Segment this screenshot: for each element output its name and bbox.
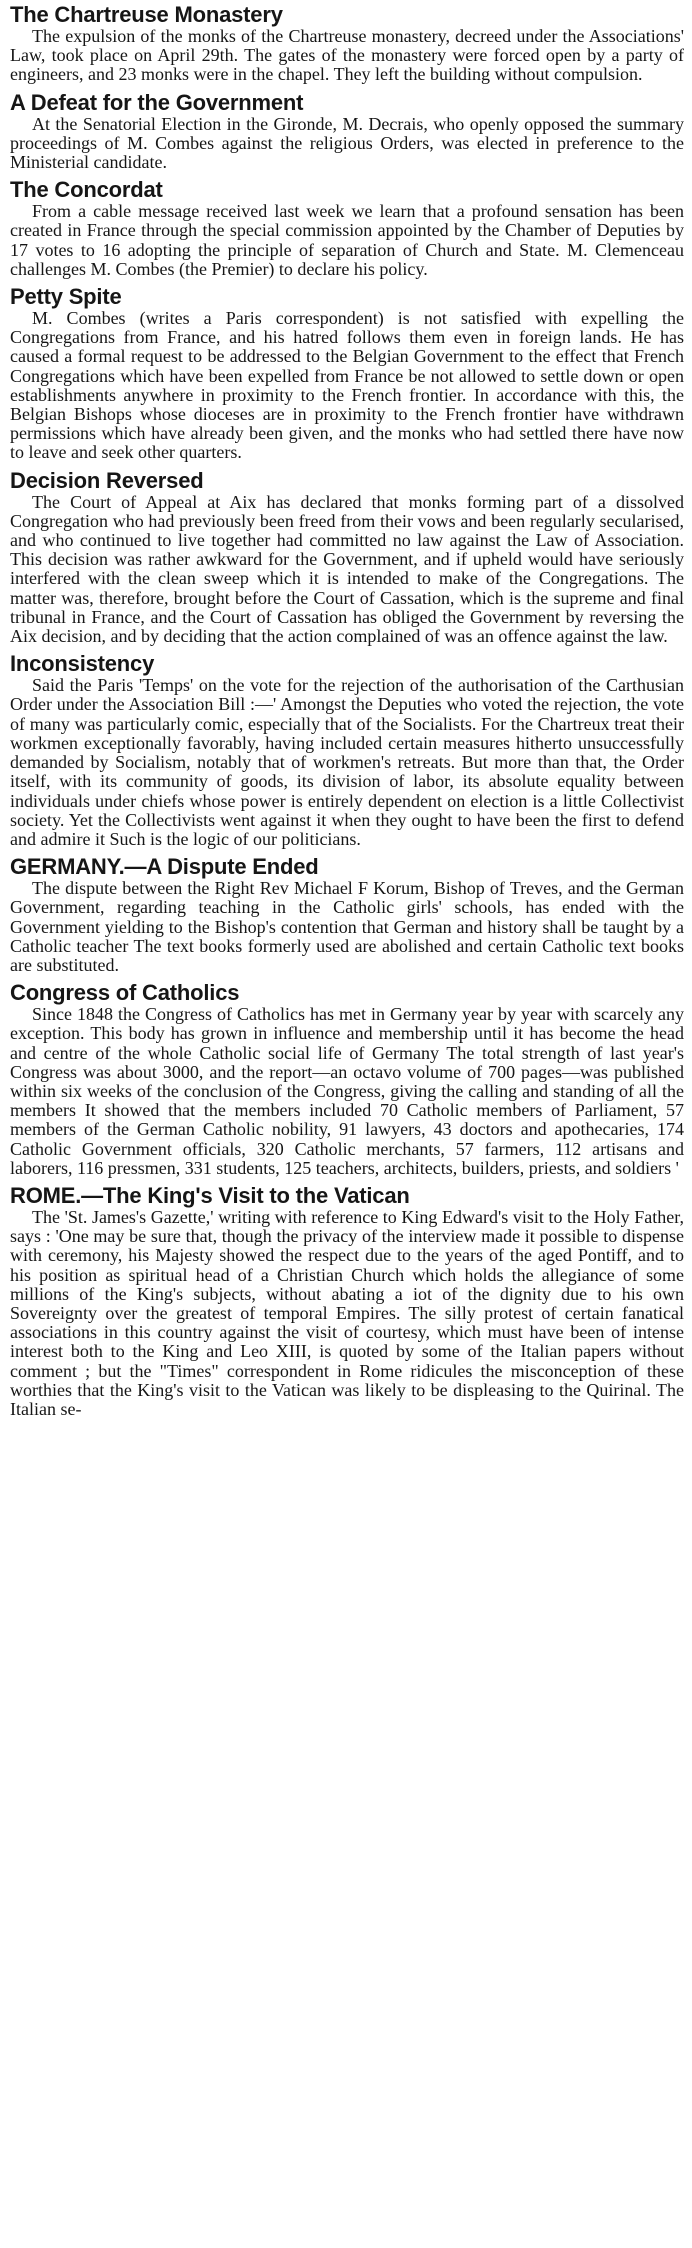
article-concordat: [10, 177, 684, 279]
article-decision-reversed: [10, 468, 684, 647]
article-body: Since 1848 the Congress of Catholics has met in Germany year by year with scarcely any exception. This body has grown in influence and membership until it has become the head and centre of the whole Catholic social life of Germany The total strength of last year's Congress was about 3000, and the report—an octavo volume of 700 pages—was published within six weeks of the conclusion of the Congress, giving the calling and standing of all the members It showed that the members included 70 Catholic members of Parliament, 57 members of the German Catholic nobility, 91 lawyers, 43 doctors and apothecaries, 174 Catholic Government officials, 320 Catholic merchants, 57 farmers, 112 artisans and laborers, 116 pressmen, 331 students, 125 teachers, architects, builders, priests, and soldiers ': [10, 1004, 684, 1178]
article-heading: A Defeat for the Government: [10, 89, 304, 115]
article-body: The 'St. James's Gazette,' writing with reference to King Edward's visit to the Holy Father, says : 'One may be sure that, though the privacy of the interview made it possible to dispense with ceremony, his Majesty showed the respect due to the years of the aged Pontiff, and to his position as spiritual head of a Christian Church which holds the allegiance of some millions of the King's subjects, without abating a iot of the dignity due to his own Sovereignty over the greatest of temporal Empires. The silly protest of certain fanatical associations in this country against the visit of courtesy, which must have been of intense interest both to the King and Leo XIII, is quoted by some of the Italian papers without comment ; but the "Times" correspondent in Rome ridicules the misconception of these worthies that the King's visit to the Vatican was likely to be displeasing to the Quirinal. The Italian se-: [10, 1206, 684, 1419]
article-heading: GERMANY.—A Dispute Ended: [10, 854, 319, 880]
article-defeat-for-government: [10, 90, 684, 173]
article-heading: The Concordat: [10, 177, 163, 203]
article-body: From a cable message received last week we learn that a profound sensation has been created in France through the special commission appointed by the Chamber of Deputies by 17 votes to 16 adopting the principle of separation of Church and State. M. Clemenceau challenges M. Combes (the Premier) to declare his policy.: [10, 201, 684, 279]
article-body: The expulsion of the monks of the Chartreuse monastery, decreed under the Associations' Law, took place on April 29th. The gates of the monastery were forced open by a party of engineers, and 23 monks were in the chapel. They left the building without compulsion.: [10, 26, 684, 85]
article-body: Said the Paris 'Temps' on the vote for the rejection of the authorisation of the Carthusian Order under the Association Bill :—' Amongst the Deputies who voted the rejection, the vote of many was particularly comic, especially that of the Socialists. For the Chartreux treat their workmen exceptionally favorably, having included certain measures hitherto unsuccessfully demanded by Socialism, notably that of workmen's retreats. But more than that, the Order itself, with its community of goods, its division of labor, its absolute equality between individuals under chiefs whose power is entirely dependent on election is a little Collectivist society. Yet the Collectivists went against it when they ought to have been the first to defend and admire it Such is the logic of our politicians.: [10, 675, 684, 849]
article-congress-of-catholics: [10, 980, 684, 1178]
article-body: The Court of Appeal at Aix has declared that monks forming part of a dissolved Congregation who had previously been freed from their vows and been regularly secularised, and who continued to live together had committed no law against the Law of Association. This decision was rather awkward for the Government, and if upheld would have seriously interfered with the clean sweep which it is intended to make of the Congregations. The matter was, therefore, brought before the Court of Cassation, which is the supreme and final tribunal in France, and the Court of Cassation has obliged the Government by reversing the Aix decision, and by deciding that the action complained of was an offence against the law.: [10, 491, 684, 647]
article-heading: Inconsistency: [10, 651, 155, 677]
article-heading: The Chartreuse Monastery: [10, 2, 283, 27]
article-inconsistency: [10, 651, 684, 849]
article-heading: Decision Reversed: [10, 467, 204, 493]
article-body: At the Senatorial Election in the Gironde, M. Decrais, who openly opposed the summary proceedings of M. Combes against the religious Orders, was elected in preference to the Ministerial candidate.: [10, 113, 684, 173]
article-chartreuse-monastery: [10, 2, 684, 85]
article-germany-dispute-ended: [10, 854, 684, 975]
article-petty-spite: [10, 284, 684, 463]
article-body: M. Combes (writes a Paris correspondent) is not satisfied with expelling the Congregations from France, and his hatred follows them even in foreign lands. He has caused a formal request to be addressed to the Belgian Government to the effect that French Congregations which have been expelled from France be not allowed to settle down or open establishments anywhere in proximity to the French frontier. In accordance with this, the Belgian Bishops whose dioceses are in proximity to the French frontier have withdrawn permissions which have already been given, and the monks who had settled there have now to leave and seek other quarters.: [10, 308, 684, 463]
article-heading: Petty Spite: [10, 284, 122, 310]
article-rome-kings-visit: [10, 1183, 684, 1419]
article-heading: Congress of Catholics: [10, 980, 240, 1006]
article-heading: ROME.—The King's Visit to the Vatican: [10, 1182, 410, 1208]
article-body: The dispute between the Right Rev Michael F Korum, Bishop of Treves, and the German Government, regarding teaching in the Catholic girls' schools, has ended with the Government yielding to the Bishop's contention that German and history shall be taught by a Catholic teacher The text books formerly used are abolished and certain Catholic text books are substituted.: [10, 878, 684, 975]
